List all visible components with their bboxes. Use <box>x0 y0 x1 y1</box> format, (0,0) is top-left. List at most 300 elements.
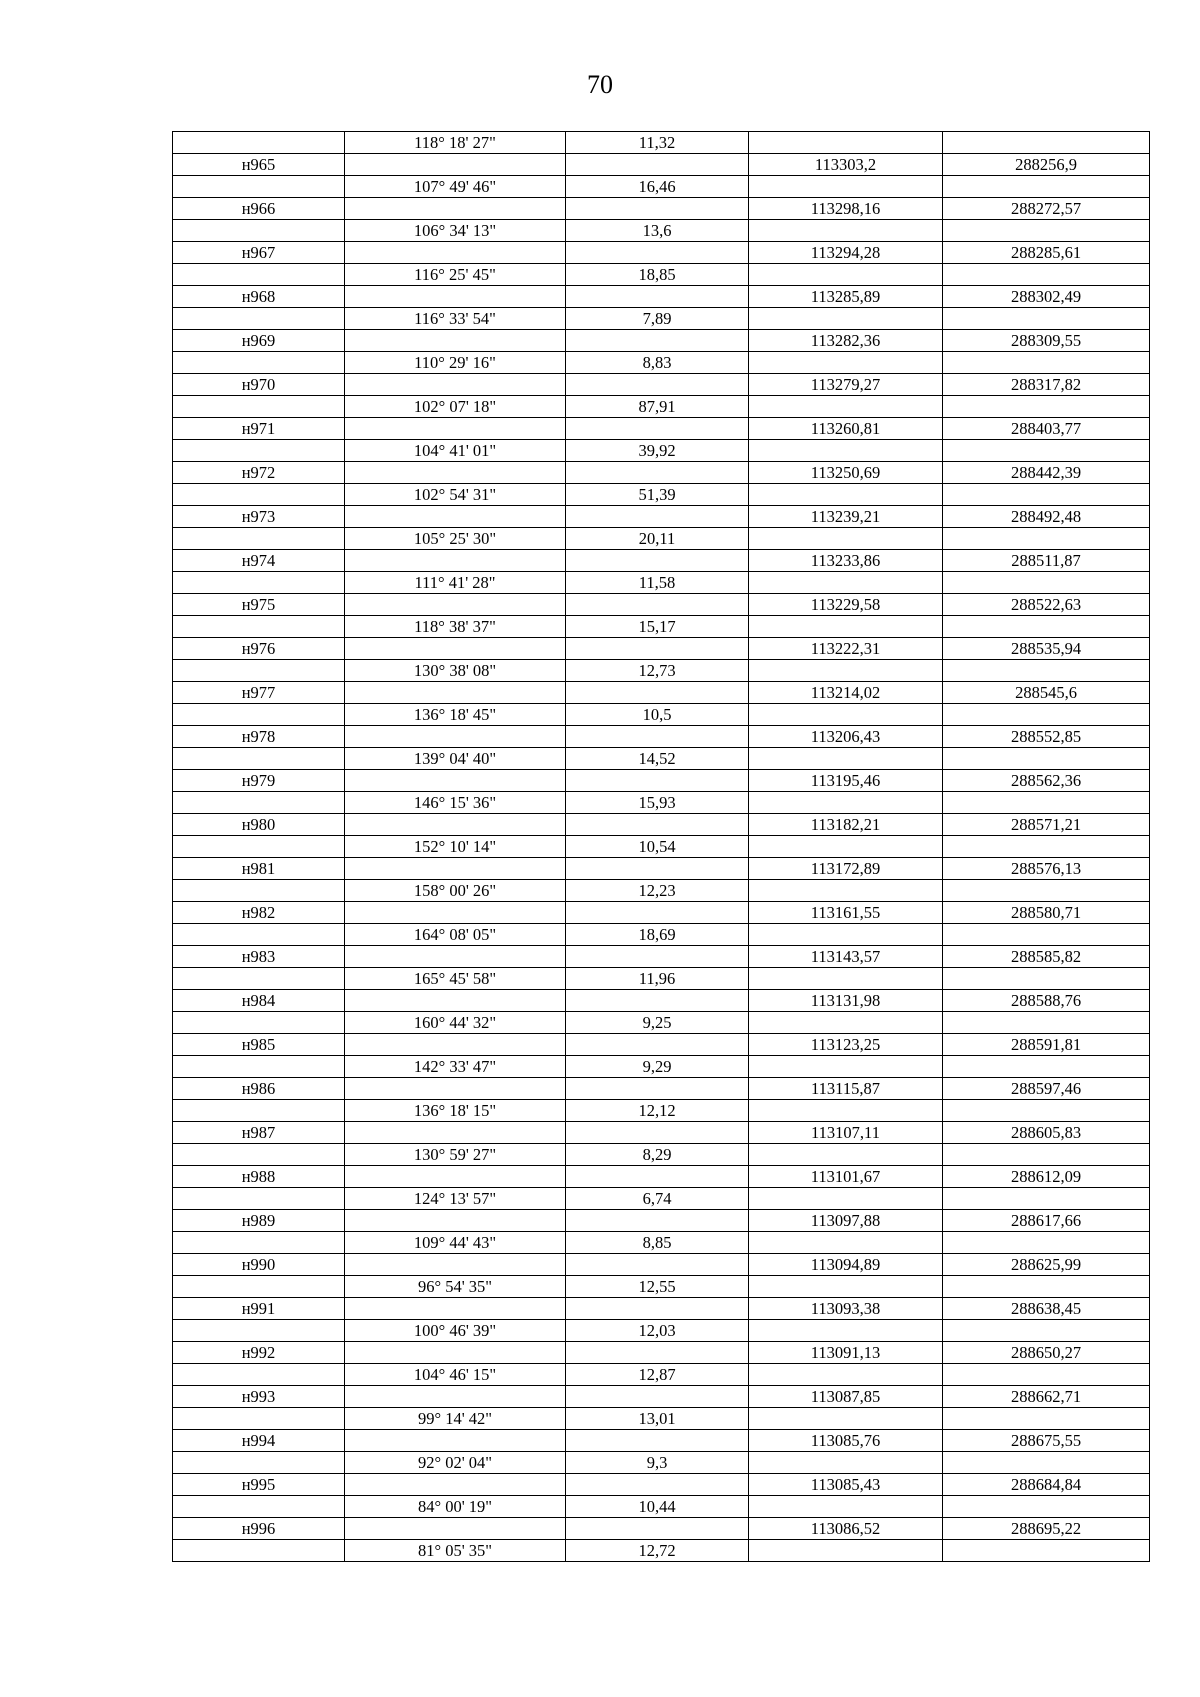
distance-cell <box>566 286 749 308</box>
x-coordinate-cell <box>749 308 943 330</box>
angle-cell: 102° 07' 18" <box>345 396 566 418</box>
distance-cell <box>566 242 749 264</box>
table-row <box>173 1254 1150 1276</box>
point-cell: н973 <box>173 506 345 528</box>
angle-cell: 142° 33' 47" <box>345 1056 566 1078</box>
table-row <box>173 572 1150 594</box>
x-coordinate-cell: 113107,11 <box>749 1122 943 1144</box>
table-row <box>173 154 1150 176</box>
x-coordinate-cell: 113123,25 <box>749 1034 943 1056</box>
x-coordinate-cell <box>749 1144 943 1166</box>
y-coordinate-cell <box>943 1320 1150 1342</box>
angle-cell <box>345 726 566 748</box>
y-coordinate-cell: 288511,87 <box>943 550 1150 572</box>
angle-cell: 164° 08' 05" <box>345 924 566 946</box>
y-coordinate-cell <box>943 924 1150 946</box>
x-coordinate-cell: 113206,43 <box>749 726 943 748</box>
y-coordinate-cell: 288552,85 <box>943 726 1150 748</box>
distance-cell: 7,89 <box>566 308 749 330</box>
point-cell: н989 <box>173 1210 345 1232</box>
table-row <box>173 1188 1150 1210</box>
table-row <box>173 1386 1150 1408</box>
distance-cell <box>566 1166 749 1188</box>
angle-cell: 158° 00' 26" <box>345 880 566 902</box>
x-coordinate-cell <box>749 616 943 638</box>
distance-cell <box>566 550 749 572</box>
table-row <box>173 1496 1150 1518</box>
y-coordinate-cell <box>943 176 1150 198</box>
distance-cell <box>566 1386 749 1408</box>
angle-cell <box>345 154 566 176</box>
point-cell: н979 <box>173 770 345 792</box>
distance-cell <box>566 770 749 792</box>
distance-cell <box>566 1298 749 1320</box>
point-cell: н984 <box>173 990 345 1012</box>
distance-cell: 11,58 <box>566 572 749 594</box>
point-cell: н970 <box>173 374 345 396</box>
angle-cell: 160° 44' 32" <box>345 1012 566 1034</box>
table-row <box>173 1034 1150 1056</box>
x-coordinate-cell <box>749 1188 943 1210</box>
table-row <box>173 836 1150 858</box>
point-cell: н990 <box>173 1254 345 1276</box>
y-coordinate-cell: 288545,6 <box>943 682 1150 704</box>
angle-cell: 107° 49' 46" <box>345 176 566 198</box>
x-coordinate-cell: 113239,21 <box>749 506 943 528</box>
distance-cell <box>566 682 749 704</box>
angle-cell <box>345 1386 566 1408</box>
distance-cell <box>566 990 749 1012</box>
point-cell: н983 <box>173 946 345 968</box>
distance-cell: 12,12 <box>566 1100 749 1122</box>
angle-cell <box>345 330 566 352</box>
distance-cell <box>566 858 749 880</box>
y-coordinate-cell: 288591,81 <box>943 1034 1150 1056</box>
y-coordinate-cell: 288442,39 <box>943 462 1150 484</box>
table-row <box>173 264 1150 286</box>
angle-cell <box>345 1254 566 1276</box>
y-coordinate-cell: 288571,21 <box>943 814 1150 836</box>
point-cell <box>173 1496 345 1518</box>
table-row <box>173 440 1150 462</box>
table-row <box>173 1430 1150 1452</box>
table-row <box>173 990 1150 1012</box>
y-coordinate-cell: 288662,71 <box>943 1386 1150 1408</box>
angle-cell: 118° 38' 37" <box>345 616 566 638</box>
x-coordinate-cell: 113101,67 <box>749 1166 943 1188</box>
table-row <box>173 946 1150 968</box>
distance-cell <box>566 330 749 352</box>
point-cell: н996 <box>173 1518 345 1540</box>
distance-cell: 6,74 <box>566 1188 749 1210</box>
x-coordinate-cell: 113260,81 <box>749 418 943 440</box>
point-cell: н969 <box>173 330 345 352</box>
x-coordinate-cell <box>749 1012 943 1034</box>
table-row <box>173 1232 1150 1254</box>
distance-cell <box>566 198 749 220</box>
y-coordinate-cell <box>943 792 1150 814</box>
angle-cell: 111° 41' 28" <box>345 572 566 594</box>
x-coordinate-cell <box>749 1452 943 1474</box>
point-cell: н967 <box>173 242 345 264</box>
point-cell: н977 <box>173 682 345 704</box>
distance-cell: 12,73 <box>566 660 749 682</box>
y-coordinate-cell <box>943 968 1150 990</box>
point-cell: н978 <box>173 726 345 748</box>
y-coordinate-cell: 288317,82 <box>943 374 1150 396</box>
angle-cell <box>345 682 566 704</box>
y-coordinate-cell <box>943 264 1150 286</box>
y-coordinate-cell: 288585,82 <box>943 946 1150 968</box>
distance-cell <box>566 1254 749 1276</box>
angle-cell <box>345 1210 566 1232</box>
distance-cell: 20,11 <box>566 528 749 550</box>
x-coordinate-cell <box>749 1408 943 1430</box>
table-row <box>173 308 1150 330</box>
y-coordinate-cell <box>943 440 1150 462</box>
point-cell <box>173 1276 345 1298</box>
angle-cell: 136° 18' 45" <box>345 704 566 726</box>
x-coordinate-cell <box>749 968 943 990</box>
distance-cell <box>566 1474 749 1496</box>
y-coordinate-cell <box>943 352 1150 374</box>
page-number: 70 <box>587 70 613 99</box>
table-row <box>173 814 1150 836</box>
table-row <box>173 968 1150 990</box>
point-cell <box>173 660 345 682</box>
distance-cell <box>566 462 749 484</box>
y-coordinate-cell <box>943 836 1150 858</box>
table-row <box>173 1320 1150 1342</box>
y-coordinate-cell: 288617,66 <box>943 1210 1150 1232</box>
table-row <box>173 858 1150 880</box>
x-coordinate-cell <box>749 176 943 198</box>
x-coordinate-cell: 113091,13 <box>749 1342 943 1364</box>
y-coordinate-cell: 288675,55 <box>943 1430 1150 1452</box>
angle-cell <box>345 1034 566 1056</box>
x-coordinate-cell <box>749 836 943 858</box>
table-row <box>173 1540 1150 1562</box>
x-coordinate-cell <box>749 1496 943 1518</box>
distance-cell: 39,92 <box>566 440 749 462</box>
y-coordinate-cell: 288605,83 <box>943 1122 1150 1144</box>
table-row <box>173 1012 1150 1034</box>
point-cell <box>173 1232 345 1254</box>
angle-cell: 152° 10' 14" <box>345 836 566 858</box>
x-coordinate-cell <box>749 1540 943 1562</box>
y-coordinate-cell <box>943 528 1150 550</box>
angle-cell: 124° 13' 57" <box>345 1188 566 1210</box>
distance-cell: 10,54 <box>566 836 749 858</box>
y-coordinate-cell: 288522,63 <box>943 594 1150 616</box>
distance-cell: 15,17 <box>566 616 749 638</box>
point-cell <box>173 836 345 858</box>
x-coordinate-cell: 113093,38 <box>749 1298 943 1320</box>
y-coordinate-cell <box>943 1496 1150 1518</box>
point-cell <box>173 396 345 418</box>
table-row <box>173 1276 1150 1298</box>
distance-cell: 12,23 <box>566 880 749 902</box>
point-cell <box>173 264 345 286</box>
x-coordinate-cell: 113195,46 <box>749 770 943 792</box>
point-cell <box>173 704 345 726</box>
y-coordinate-cell <box>943 572 1150 594</box>
distance-cell: 16,46 <box>566 176 749 198</box>
angle-cell: 102° 54' 31" <box>345 484 566 506</box>
y-coordinate-cell: 288272,57 <box>943 198 1150 220</box>
x-coordinate-cell: 113214,02 <box>749 682 943 704</box>
y-coordinate-cell: 288309,55 <box>943 330 1150 352</box>
point-cell <box>173 968 345 990</box>
table-row <box>173 506 1150 528</box>
x-coordinate-cell: 113285,89 <box>749 286 943 308</box>
angle-cell: 116° 33' 54" <box>345 308 566 330</box>
point-cell <box>173 748 345 770</box>
x-coordinate-cell <box>749 748 943 770</box>
table-row <box>173 1056 1150 1078</box>
x-coordinate-cell: 113143,57 <box>749 946 943 968</box>
table-row <box>173 1342 1150 1364</box>
table-row <box>173 748 1150 770</box>
x-coordinate-cell: 113086,52 <box>749 1518 943 1540</box>
angle-cell: 139° 04' 40" <box>345 748 566 770</box>
angle-cell: 105° 25' 30" <box>345 528 566 550</box>
distance-cell: 51,39 <box>566 484 749 506</box>
y-coordinate-cell: 288535,94 <box>943 638 1150 660</box>
y-coordinate-cell <box>943 1100 1150 1122</box>
y-coordinate-cell: 288562,36 <box>943 770 1150 792</box>
point-cell: н980 <box>173 814 345 836</box>
distance-cell <box>566 814 749 836</box>
angle-cell: 116° 25' 45" <box>345 264 566 286</box>
x-coordinate-cell <box>749 1276 943 1298</box>
x-coordinate-cell <box>749 396 943 418</box>
y-coordinate-cell: 288650,27 <box>943 1342 1150 1364</box>
angle-cell: 130° 38' 08" <box>345 660 566 682</box>
y-coordinate-cell: 288597,46 <box>943 1078 1150 1100</box>
x-coordinate-cell <box>749 1056 943 1078</box>
table-row <box>173 704 1150 726</box>
table-row <box>173 1518 1150 1540</box>
table-row <box>173 682 1150 704</box>
table-row <box>173 286 1150 308</box>
x-coordinate-cell <box>749 1232 943 1254</box>
table-row <box>173 462 1150 484</box>
angle-cell <box>345 770 566 792</box>
y-coordinate-cell <box>943 1056 1150 1078</box>
table-row <box>173 638 1150 660</box>
y-coordinate-cell: 288695,22 <box>943 1518 1150 1540</box>
y-coordinate-cell: 288302,49 <box>943 286 1150 308</box>
table-row <box>173 1078 1150 1100</box>
x-coordinate-cell: 113298,16 <box>749 198 943 220</box>
x-coordinate-cell <box>749 880 943 902</box>
distance-cell: 11,96 <box>566 968 749 990</box>
angle-cell <box>345 506 566 528</box>
point-cell: н965 <box>173 154 345 176</box>
point-cell: н975 <box>173 594 345 616</box>
point-cell: н982 <box>173 902 345 924</box>
x-coordinate-cell: 113172,89 <box>749 858 943 880</box>
angle-cell <box>345 374 566 396</box>
angle-cell <box>345 594 566 616</box>
y-coordinate-cell: 288625,99 <box>943 1254 1150 1276</box>
distance-cell: 12,72 <box>566 1540 749 1562</box>
angle-cell <box>345 242 566 264</box>
x-coordinate-cell: 113229,58 <box>749 594 943 616</box>
angle-cell: 146° 15' 36" <box>345 792 566 814</box>
distance-cell: 9,3 <box>566 1452 749 1474</box>
x-coordinate-cell: 113115,87 <box>749 1078 943 1100</box>
x-coordinate-cell: 113250,69 <box>749 462 943 484</box>
x-coordinate-cell: 113131,98 <box>749 990 943 1012</box>
point-cell <box>173 1056 345 1078</box>
x-coordinate-cell <box>749 1100 943 1122</box>
distance-cell <box>566 946 749 968</box>
angle-cell: 100° 46' 39" <box>345 1320 566 1342</box>
x-coordinate-cell: 113222,31 <box>749 638 943 660</box>
distance-cell: 18,69 <box>566 924 749 946</box>
distance-cell <box>566 1210 749 1232</box>
point-cell: н991 <box>173 1298 345 1320</box>
table-row <box>173 418 1150 440</box>
y-coordinate-cell: 288588,76 <box>943 990 1150 1012</box>
y-coordinate-cell: 288576,13 <box>943 858 1150 880</box>
point-cell <box>173 616 345 638</box>
table-row <box>173 220 1150 242</box>
table-row <box>173 396 1150 418</box>
x-coordinate-cell <box>749 264 943 286</box>
distance-cell <box>566 594 749 616</box>
table-row <box>173 1298 1150 1320</box>
x-coordinate-cell: 113087,85 <box>749 1386 943 1408</box>
angle-cell <box>345 1430 566 1452</box>
point-cell <box>173 132 345 154</box>
y-coordinate-cell <box>943 1540 1150 1562</box>
y-coordinate-cell: 288403,77 <box>943 418 1150 440</box>
table-row <box>173 176 1150 198</box>
table-row <box>173 132 1150 154</box>
x-coordinate-cell <box>749 792 943 814</box>
angle-cell <box>345 638 566 660</box>
x-coordinate-cell <box>749 660 943 682</box>
angle-cell: 136° 18' 15" <box>345 1100 566 1122</box>
y-coordinate-cell <box>943 396 1150 418</box>
point-cell <box>173 220 345 242</box>
table-row <box>173 924 1150 946</box>
distance-cell: 13,6 <box>566 220 749 242</box>
distance-cell <box>566 1034 749 1056</box>
table-row <box>173 1122 1150 1144</box>
distance-cell <box>566 418 749 440</box>
y-coordinate-cell: 288638,45 <box>943 1298 1150 1320</box>
distance-cell <box>566 1430 749 1452</box>
point-cell: н985 <box>173 1034 345 1056</box>
distance-cell <box>566 726 749 748</box>
point-cell: н986 <box>173 1078 345 1100</box>
point-cell <box>173 792 345 814</box>
table-row <box>173 880 1150 902</box>
point-cell <box>173 1320 345 1342</box>
y-coordinate-cell <box>943 1012 1150 1034</box>
x-coordinate-cell: 113282,36 <box>749 330 943 352</box>
x-coordinate-cell: 113303,2 <box>749 154 943 176</box>
x-coordinate-cell: 113279,27 <box>749 374 943 396</box>
x-coordinate-cell: 113294,28 <box>749 242 943 264</box>
angle-cell <box>345 814 566 836</box>
point-cell <box>173 1364 345 1386</box>
table-row <box>173 1364 1150 1386</box>
angle-cell: 84° 00' 19" <box>345 1496 566 1518</box>
x-coordinate-cell: 113161,55 <box>749 902 943 924</box>
distance-cell: 9,25 <box>566 1012 749 1034</box>
distance-cell <box>566 638 749 660</box>
table-row <box>173 770 1150 792</box>
angle-cell: 92° 02' 04" <box>345 1452 566 1474</box>
y-coordinate-cell <box>943 220 1150 242</box>
table-row <box>173 902 1150 924</box>
table-row <box>173 1452 1150 1474</box>
angle-cell: 99° 14' 42" <box>345 1408 566 1430</box>
point-cell: н966 <box>173 198 345 220</box>
x-coordinate-cell <box>749 572 943 594</box>
y-coordinate-cell: 288256,9 <box>943 154 1150 176</box>
distance-cell <box>566 902 749 924</box>
angle-cell: 104° 46' 15" <box>345 1364 566 1386</box>
x-coordinate-cell: 113097,88 <box>749 1210 943 1232</box>
x-coordinate-cell <box>749 528 943 550</box>
x-coordinate-cell <box>749 1320 943 1342</box>
point-cell: н981 <box>173 858 345 880</box>
y-coordinate-cell <box>943 1188 1150 1210</box>
distance-cell: 8,85 <box>566 1232 749 1254</box>
distance-cell <box>566 1122 749 1144</box>
point-cell <box>173 352 345 374</box>
table-row <box>173 550 1150 572</box>
point-cell <box>173 1540 345 1562</box>
x-coordinate-cell: 113182,21 <box>749 814 943 836</box>
point-cell <box>173 1408 345 1430</box>
y-coordinate-cell <box>943 308 1150 330</box>
angle-cell <box>345 286 566 308</box>
angle-cell <box>345 946 566 968</box>
angle-cell: 81° 05' 35" <box>345 1540 566 1562</box>
angle-cell <box>345 902 566 924</box>
table-row <box>173 1166 1150 1188</box>
y-coordinate-cell: 288612,09 <box>943 1166 1150 1188</box>
point-cell: н994 <box>173 1430 345 1452</box>
distance-cell: 11,32 <box>566 132 749 154</box>
point-cell: н993 <box>173 1386 345 1408</box>
angle-cell <box>345 858 566 880</box>
y-coordinate-cell: 288580,71 <box>943 902 1150 924</box>
x-coordinate-cell <box>749 352 943 374</box>
table-row <box>173 528 1150 550</box>
table-row <box>173 726 1150 748</box>
angle-cell: 110° 29' 16" <box>345 352 566 374</box>
table-row <box>173 1100 1150 1122</box>
y-coordinate-cell <box>943 660 1150 682</box>
angle-cell: 118° 18' 27" <box>345 132 566 154</box>
x-coordinate-cell <box>749 220 943 242</box>
y-coordinate-cell <box>943 1408 1150 1430</box>
point-cell <box>173 572 345 594</box>
x-coordinate-cell <box>749 704 943 726</box>
y-coordinate-cell: 288492,48 <box>943 506 1150 528</box>
angle-cell: 109° 44' 43" <box>345 1232 566 1254</box>
x-coordinate-cell <box>749 1364 943 1386</box>
point-cell: н995 <box>173 1474 345 1496</box>
